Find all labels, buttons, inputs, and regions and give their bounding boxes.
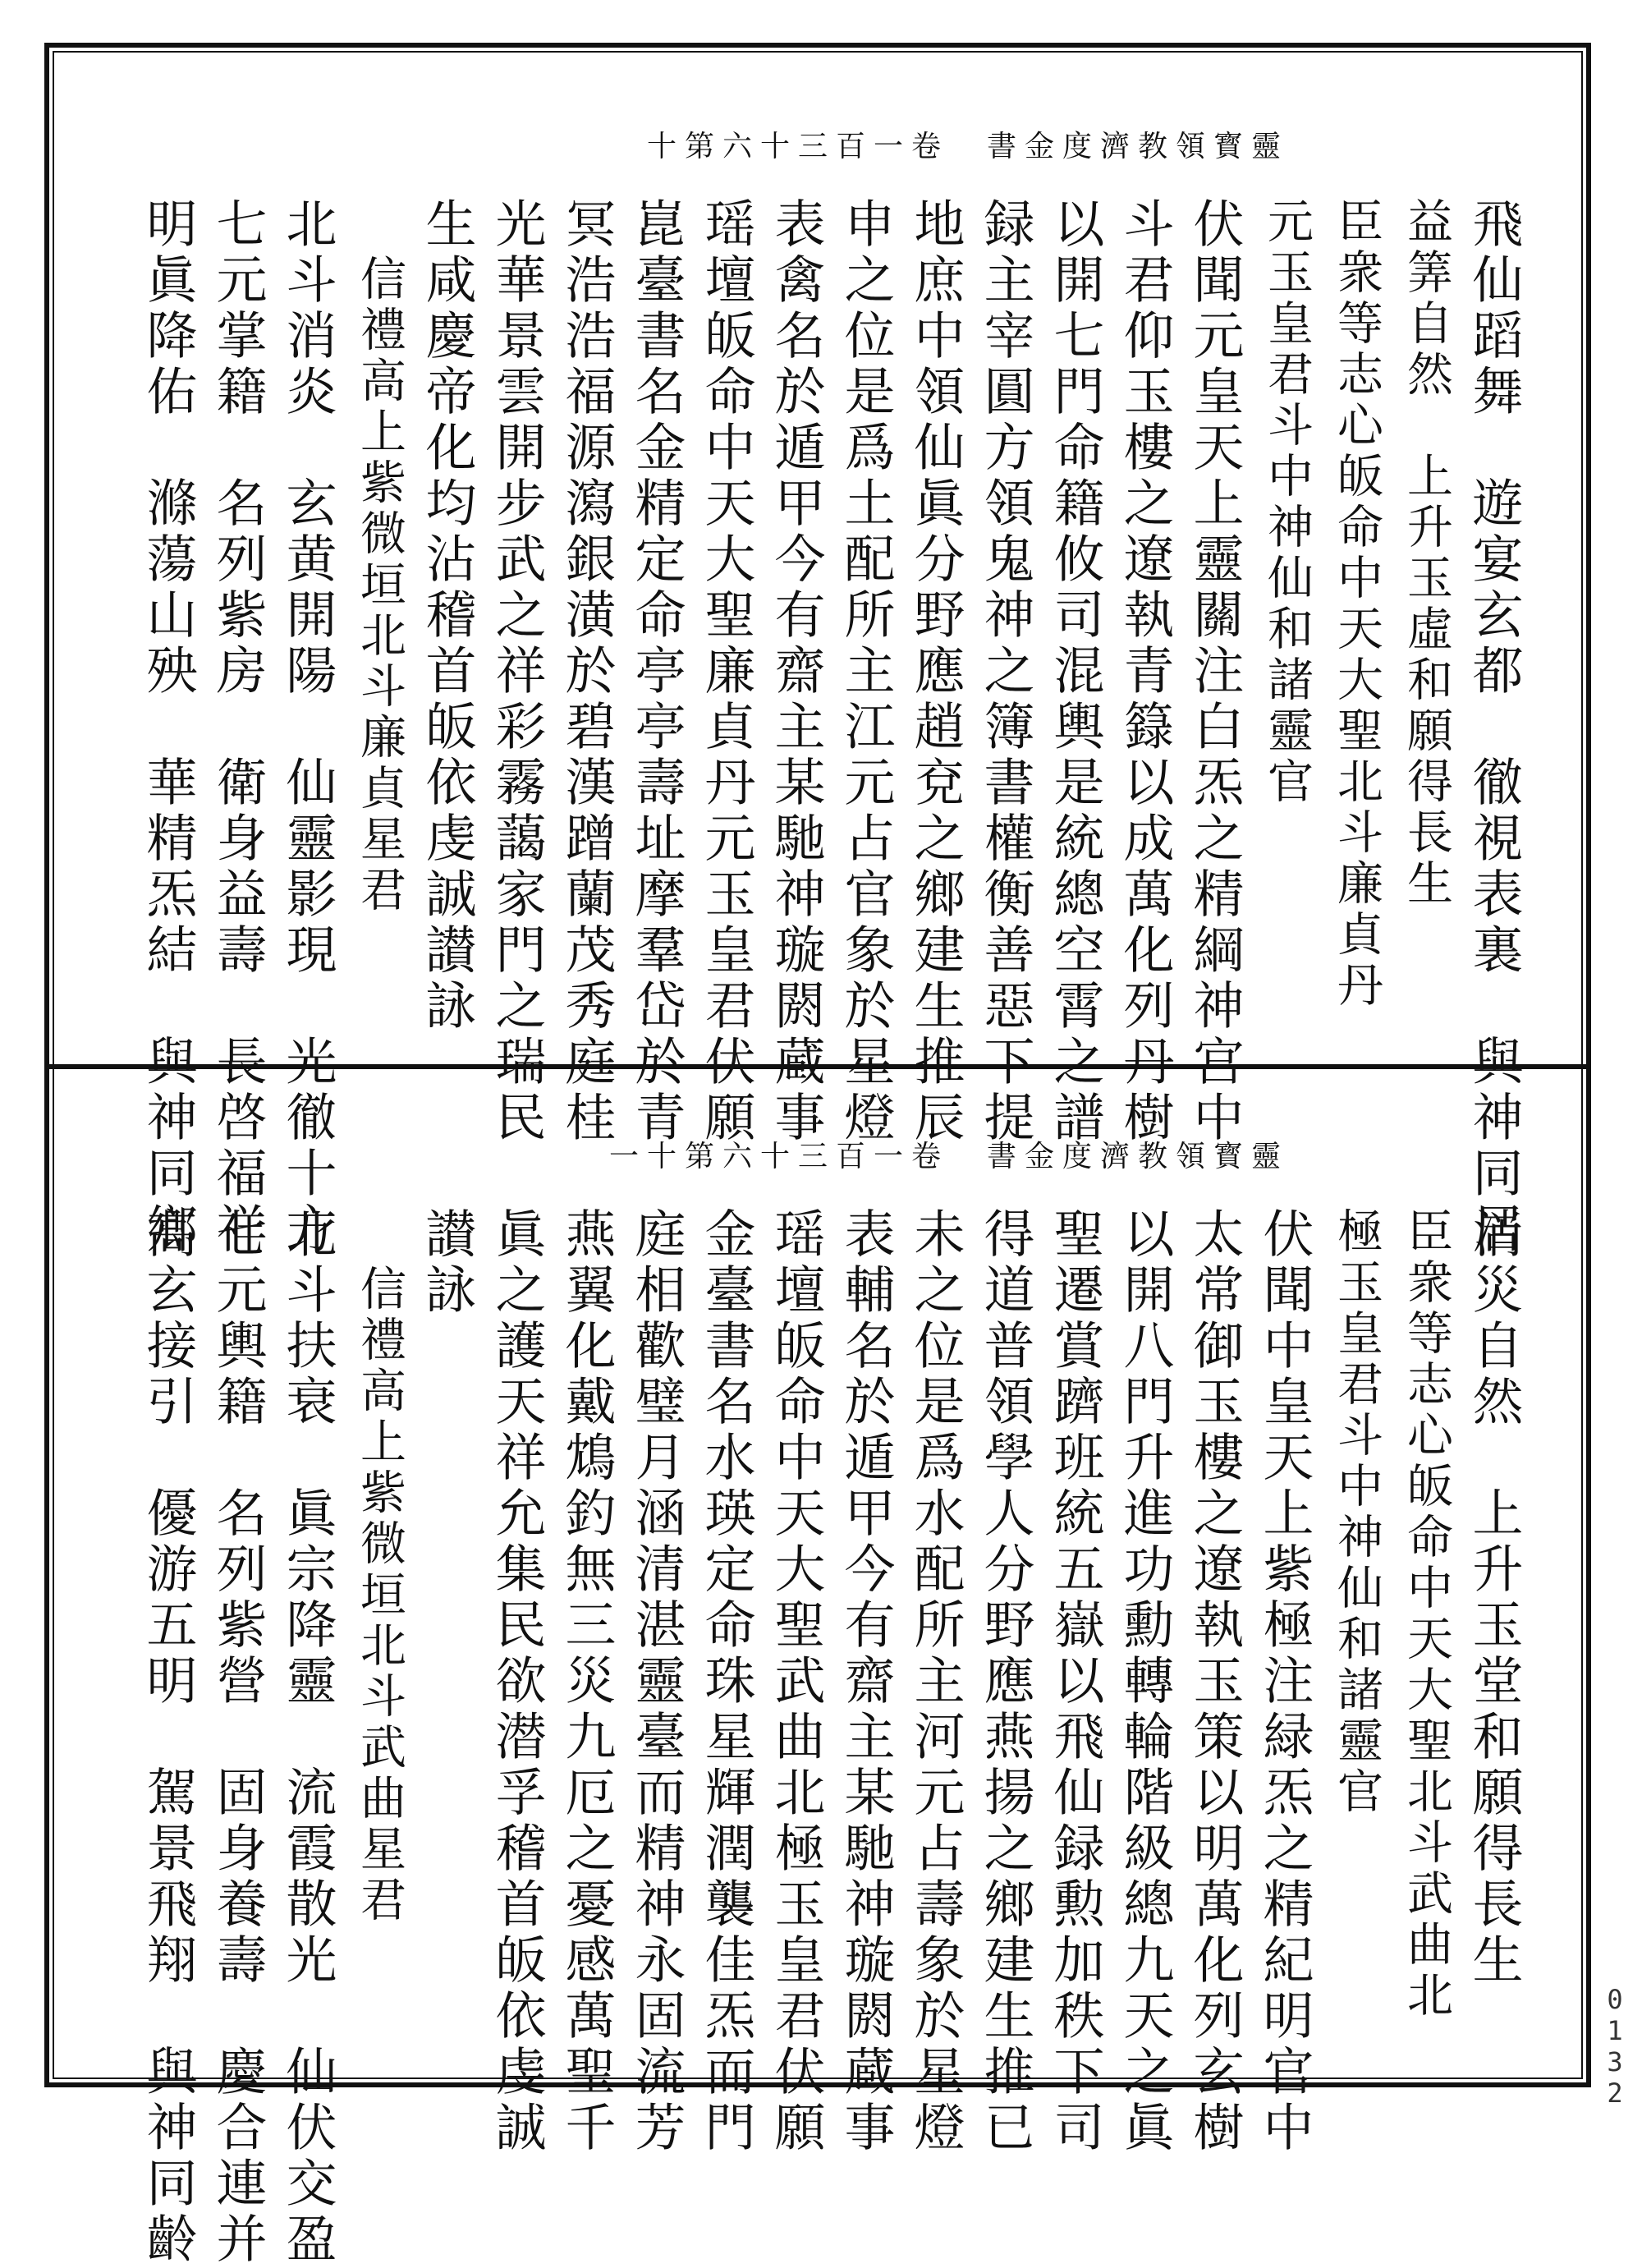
text-column: 表輔名於遁甲今有齋主某馳神璇閼蔵事 [836, 1207, 896, 2156]
text-column: 伏聞中皇天上紫極注緑炁之精紀明官中 [1254, 1207, 1314, 2156]
text-column: 未之位是爲水配所主河元占壽象於星燈 [906, 1207, 965, 2156]
text-column: 地庶中領仙眞分野應趙兗之鄉建生推辰 [906, 197, 965, 1146]
text-column: 元玉皇君斗中神仙和諸靈官 [1260, 197, 1314, 808]
text-column: 光華景雲開步武之祥彩霧藹家門之瑞民 [487, 197, 547, 1146]
text-column: 飛仙蹈舞 遊宴玄都 徹視表裏 與神同居 [1464, 197, 1524, 1258]
bottom-page [74, 1133, 1568, 2268]
text-column: 生咸慶帝化均沾稽首皈依虔誠讃詠 [417, 197, 477, 1035]
bottom-page-columns [74, 1207, 1568, 2268]
text-column: 益筭自然 上升玉虛和願得長生 [1400, 197, 1453, 910]
text-column: 北斗消炎 玄黄開陽 仙靈影現 光徹十方 [277, 197, 337, 1258]
text-column: 表禽名於遁甲今有齋主某馳神璇閼蔵事 [766, 197, 826, 1146]
page-number: 0132 [1599, 1984, 1631, 2109]
text-column: 七元輿籍 名列紫營 固身養壽 慶合連并 [208, 1207, 268, 2268]
text-column: 北斗扶衰 眞宗降靈 流霞散光 仙伏交盈 [277, 1207, 337, 2268]
text-column: 讃詠 [417, 1207, 477, 1319]
text-column: 七元掌籍 名列紫房 衛身益壽 長啓福祥 [208, 197, 268, 1258]
text-column: 燕翼化戴鴆釣無三災九厄之憂感萬聖千 [557, 1207, 617, 2156]
text-column: 明眞降佑 滌蕩山殃 華精炁結 與神同鄉 [138, 197, 198, 1258]
text-column: 消災自然 上升玉堂和願得長生 [1464, 1207, 1524, 1989]
top-page-header: 靈寳領教濟度金書 卷一百三十六第十 [646, 130, 1289, 163]
text-column: 瑶壇皈命中天大聖武曲北極玉皇君伏願 [766, 1207, 826, 2156]
text-column: 以開八門升進功勳轉輪階級總九天之眞 [1115, 1207, 1175, 2156]
text-column: 瑶壇皈命中天大聖廉貞丹元玉皇君伏願 [696, 197, 756, 1146]
text-column: 申之位是爲土配所主江元占官象於星燈 [836, 197, 896, 1146]
text-column: 伏聞元皇天上靈關注白炁之精綱神宫中 [1185, 197, 1245, 1146]
text-column: 金臺書名水瑛定命珠星輝潤襲佳炁而門 [696, 1207, 756, 2156]
text-column: 極玉皇君斗中神仙和諸靈官 [1330, 1207, 1383, 1818]
text-column: 録主宰圓方領鬼神之簿書權衡善惡下提 [975, 197, 1035, 1146]
text-column: 信禮高上紫微垣北斗廉貞星君 [353, 255, 406, 916]
text-column: 崑臺書名金精定命亭亭壽址摩羣岱於青 [626, 197, 686, 1146]
text-column: 得道普領學人分野應燕揚之鄉建生推已 [975, 1207, 1035, 2156]
text-column: 聖遷賞躋班統五嶽以飛仙録勲加秩下司 [1045, 1207, 1105, 2156]
text-column: 斗君仰玉樓之遼執青籙以成萬化列丹樹 [1115, 197, 1175, 1146]
text-column: 以開七門命籍攸司混輿是統總空霄之譜 [1045, 197, 1105, 1146]
text-column: 高玄接引 優游五明 駕景飛翔 與神同齡 [138, 1207, 198, 2268]
text-column: 眞之護天祥允集民欲潜孚稽首皈依虔誠 [487, 1207, 547, 2156]
text-column: 臣衆等志心皈命中天大聖北斗廉貞丹 [1330, 197, 1383, 1012]
text-column: 庭相歡璧月涵清湛靈臺而精神永固流芳 [626, 1207, 686, 2156]
bottom-page-header: 靈寳領教濟度金書 卷一百三十六第十一 [608, 1140, 1289, 1173]
text-column: 太常御玉樓之遼執玉策以明萬化列玄樹 [1185, 1207, 1245, 2156]
text-column: 信禮高上紫微垣北斗武曲星君 [353, 1265, 406, 1926]
text-column: 臣衆等志心皈命中天大聖北斗武曲北 [1400, 1207, 1453, 2022]
text-column: 冥浩浩福源瀉銀潢於碧漢蹭蘭茂秀庭桂 [557, 197, 617, 1146]
